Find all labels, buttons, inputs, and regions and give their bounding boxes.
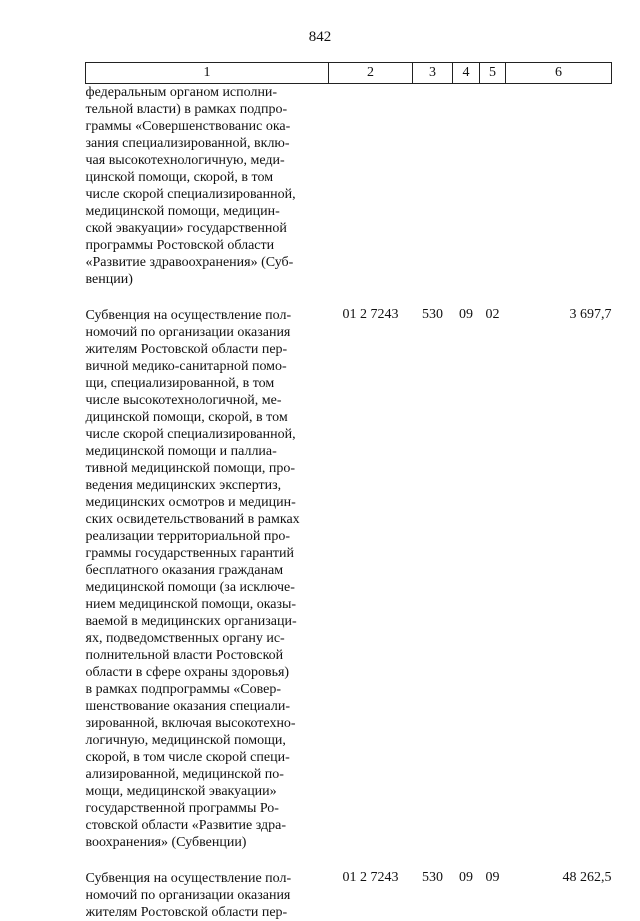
description-line: ях, подведомственных органу ис-: [86, 630, 329, 647]
description-line: жителям Ростовской области пер-: [86, 341, 329, 358]
description-line: бесплатного оказания гражданам: [86, 562, 329, 579]
amount: 48 262,5: [506, 870, 612, 921]
table-row: [86, 307, 612, 851]
column-header: 4: [453, 63, 480, 84]
description-line: федеральным органом исполни-: [86, 84, 329, 101]
description-line: числе высокотехнологичной, ме-: [86, 392, 329, 409]
column-header: 3: [413, 63, 453, 84]
description-line: области в сфере охраны здоровья): [86, 664, 329, 681]
description-line: щи, специализированной, в том: [86, 375, 329, 392]
description-line: стовской области «Развитие здра-: [86, 817, 329, 834]
table-header-row: [86, 63, 612, 84]
description-line: чая высокотехнологичную, меди-: [86, 152, 329, 169]
description-line: граммы «Совершенствованис ока-: [86, 118, 329, 135]
budget-table: [85, 62, 612, 921]
description-line: нием медицинской помощи, оказы-: [86, 596, 329, 613]
description-line: полнительной власти Ростовской: [86, 647, 329, 664]
description-line: венции): [86, 271, 329, 288]
target-article-code: 01 2 7243: [329, 870, 413, 921]
row-spacer: [86, 851, 612, 870]
section: 09: [453, 307, 480, 851]
table-body: [86, 84, 612, 921]
description-line: «Развитие здравоохранения» (Суб-: [86, 254, 329, 271]
row-description: [86, 84, 329, 289]
description-line: мощи, медицинской эвакуации»: [86, 783, 329, 800]
table-row: [86, 84, 612, 289]
description-line: номочий по организации оказания: [86, 887, 329, 904]
row-spacer-cell: [86, 851, 612, 870]
amount: [506, 84, 612, 289]
description-line: реализации территориальной про-: [86, 528, 329, 545]
subsection: 02: [480, 307, 506, 851]
description-line: ведения медицинских экспертиз,: [86, 477, 329, 494]
row-description: [86, 870, 329, 921]
expense-type: 530: [413, 307, 453, 851]
description-line: ской эвакуации» государственной: [86, 220, 329, 237]
row-spacer-cell: [86, 288, 612, 307]
table-row: [86, 870, 612, 921]
description-line: жителям Ростовской области пер-: [86, 904, 329, 921]
description-line: скорой, в том числе скорой специ-: [86, 749, 329, 766]
description-line: Субвенция на осуществление пол-: [86, 307, 329, 324]
description-line: логичную, медицинской помощи,: [86, 732, 329, 749]
target-article-code: [329, 84, 413, 289]
subsection: [480, 84, 506, 289]
section: 09: [453, 870, 480, 921]
description-line: ваемой в медицинских организаци-: [86, 613, 329, 630]
target-article-code: 01 2 7243: [329, 307, 413, 851]
expense-type: 530: [413, 870, 453, 921]
row-description: [86, 307, 329, 851]
column-header: 1: [86, 63, 329, 84]
description-line: шенствование оказания специали-: [86, 698, 329, 715]
description-line: воохранения» (Субвенции): [86, 834, 329, 851]
description-line: тельной власти) в рамках подпро-: [86, 101, 329, 118]
description-line: медицинской помощи, медицин-: [86, 203, 329, 220]
amount: 3 697,7: [506, 307, 612, 851]
subsection: 09: [480, 870, 506, 921]
description-line: зания специализированной, вклю-: [86, 135, 329, 152]
description-line: государственной программы Ро-: [86, 800, 329, 817]
column-header: 5: [480, 63, 506, 84]
column-header: 6: [506, 63, 612, 84]
section: [453, 84, 480, 289]
description-line: медицинских осмотров и медицин-: [86, 494, 329, 511]
description-line: тивной медицинской помощи, про-: [86, 460, 329, 477]
description-line: медицинской помощи (за исключе-: [86, 579, 329, 596]
description-line: номочий по организации оказания: [86, 324, 329, 341]
description-line: числе скорой специализированной,: [86, 426, 329, 443]
description-line: зированной, включая высокотехно-: [86, 715, 329, 732]
description-line: дицинской помощи, скорой, в том: [86, 409, 329, 426]
expense-type: [413, 84, 453, 289]
description-line: Субвенция на осуществление пол-: [86, 870, 329, 887]
description-line: числе скорой специализированной,: [86, 186, 329, 203]
description-line: граммы государственных гарантий: [86, 545, 329, 562]
description-line: вичной медико-санитарной помо-: [86, 358, 329, 375]
column-header: 2: [329, 63, 413, 84]
description-line: ализированной, медицинской по-: [86, 766, 329, 783]
description-line: программы Ростовской области: [86, 237, 329, 254]
description-line: ских освидетельствований в рамках: [86, 511, 329, 528]
description-line: в рамках подпрограммы «Совер-: [86, 681, 329, 698]
row-spacer: [86, 288, 612, 307]
description-line: медицинской помощи и паллиа-: [86, 443, 329, 460]
description-line: цинской помощи, скорой, в том: [86, 169, 329, 186]
page-number: 842: [0, 29, 640, 46]
